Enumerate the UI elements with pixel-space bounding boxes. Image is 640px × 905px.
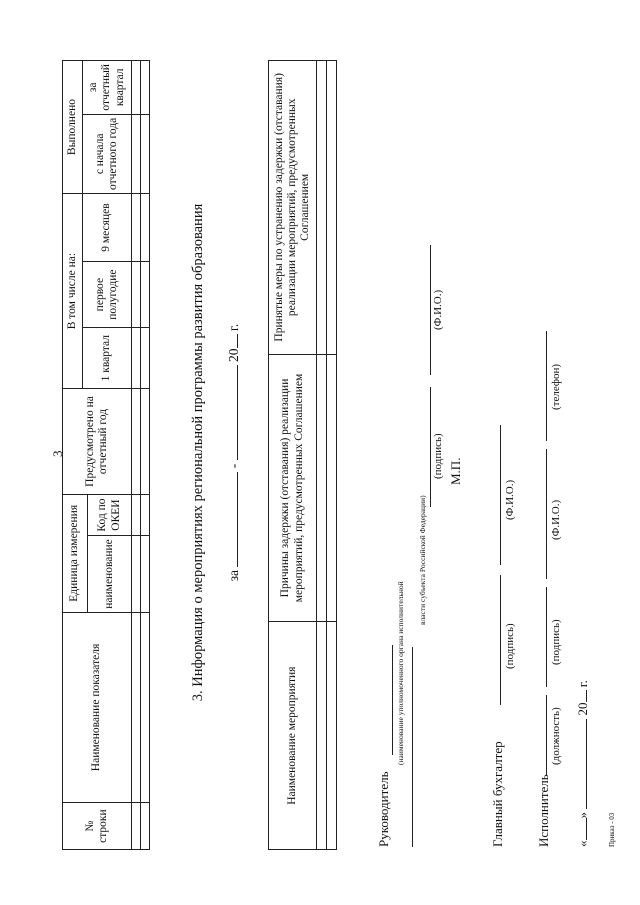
col-unit-code: Код по ОКЕИ: [88, 494, 132, 535]
col-row-number: № строки: [63, 803, 132, 850]
period-prefix: за: [226, 569, 241, 582]
section-title: 3. Информация о мероприятиях региональной программы развития образования: [190, 203, 206, 702]
col-including: В том числе на:: [63, 194, 83, 389]
report-period: [226, 0, 242, 905]
col-done: Выполнено: [63, 61, 83, 194]
accountant-label: Главный бухгалтер: [490, 741, 505, 847]
executor-label: Исполнитель: [536, 774, 551, 847]
date-year: 20: [575, 702, 590, 716]
head-note-line1: (наименование уполномоченного органа исполнительной: [396, 581, 405, 765]
period-year: 20: [226, 348, 241, 362]
col-unit: Единица измерения: [63, 494, 88, 612]
page-number: 3: [50, 450, 65, 457]
table-row: [132, 61, 141, 850]
col-unit-name: наименование: [88, 536, 132, 613]
col-reasons: Причины задержки (отставания) реализации мероприятий, предусмотренных Соглашением: [269, 354, 317, 622]
col-planned: Предусмотрено на отчетный год: [63, 389, 132, 495]
executor-signature-caption: (подпись): [550, 619, 562, 665]
col-9m: 9 месяцев: [83, 194, 132, 262]
col-measure-name: Наименование мероприятия: [269, 622, 317, 850]
col-measures-taken: Принятые меры по устранению задержки (отставания) реализации мероприятий, предусмотренных Соглашением: [269, 61, 317, 355]
head-fio-caption: (Ф.И.О.): [432, 289, 444, 330]
table-row: [317, 61, 327, 850]
page-footer: Приказ - 03: [608, 812, 616, 847]
col-from-start: с начала отчетного года: [83, 114, 132, 193]
accountant-signature-caption: (подпись): [504, 623, 516, 669]
head-note-line2: власти субъекта Российской Федерации): [418, 495, 427, 625]
measures-table: [268, 60, 337, 850]
table-row: [327, 61, 337, 850]
table-row: [141, 61, 150, 850]
date-close-quote: »: [575, 812, 590, 819]
date-open-quote: «: [575, 840, 590, 847]
date-suffix: г.: [575, 680, 590, 688]
period-dash: -: [226, 463, 241, 469]
col-h1: первое полугодие: [83, 262, 132, 328]
col-for-quarter: за отчетный квартал: [83, 61, 132, 115]
executor-phone-caption: (телефон): [550, 363, 562, 410]
accountant-fio-caption: (Ф.И.О.): [504, 479, 516, 520]
period-suffix: г.: [226, 323, 241, 332]
indicators-table: [62, 60, 150, 850]
head-signature-caption: (подпись): [432, 433, 444, 479]
date-line: [575, 680, 591, 847]
stamp-place: М.П.: [448, 457, 463, 485]
col-q1: 1 квартал: [83, 328, 132, 389]
executor-fio-caption: (Ф.И.О.): [550, 499, 562, 540]
executor-position-caption: (должность): [550, 707, 562, 765]
head-label: Руководитель: [376, 771, 391, 847]
col-indicator-name: Наименование показателя: [63, 612, 132, 802]
